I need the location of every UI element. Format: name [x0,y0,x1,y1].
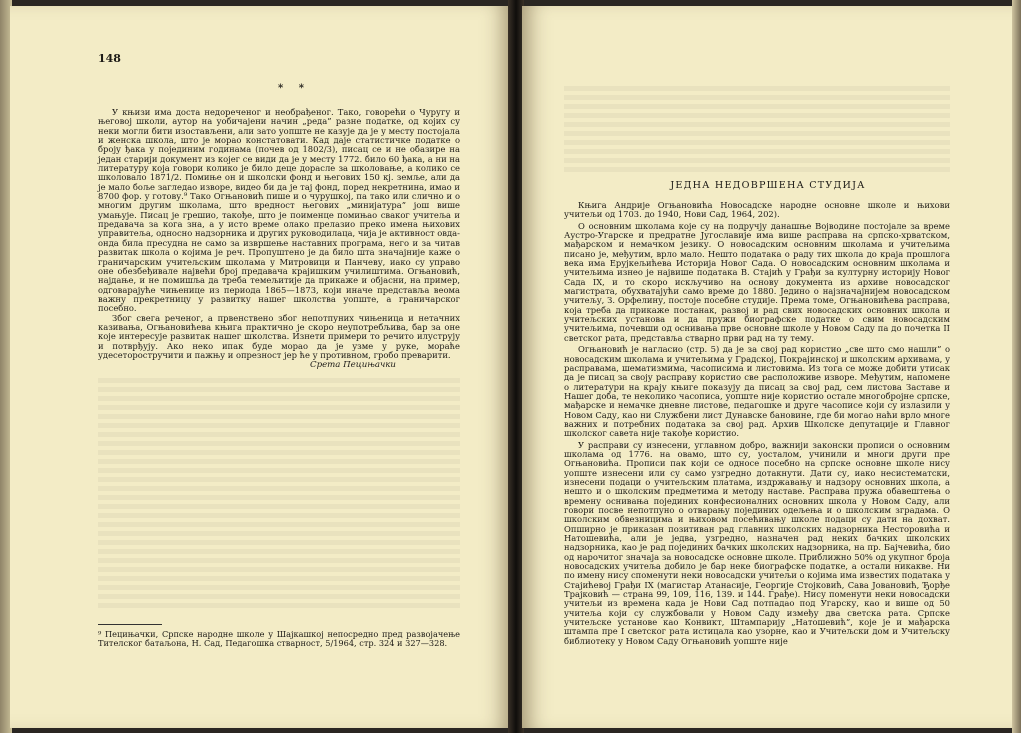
section-stars: * * [278,83,310,94]
left-page [10,6,510,728]
right-paragraph: Књига Андрије Огњановића Новосадске народне основне школе и њихови учитељи од 1703. до 1940, Нови Сад, 1964, 202). [564,200,950,220]
right-paragraph: О основним школама које су на подручју данашње Војводине постојале за време Аустро-Угарске и предратне Југославије има више расправа на српско-хрватском, мађарском и немачком језику. О новосадским основним школама и учитељима писано је, међутим, врло мало. Нешто података о раду тих школа до краја прошлога века има Ерујкељићева Историја Новог Сада. О новосадским основним школама и учитељима изнео је највише података В. Стајић у Грађи за културну историју Новог Сада IX, и то скоро искључиво на основу документа из архиве новосадског магистрата, обухватајући само време до 1880. Једино о најзначајнијем новосадском учитељу, З. Орфелину, постоје посебне студије. Према томе, Огњановићева расправа, која треба да прикаже постанак, развој и рад свих новосадских основних школа и учитељских установа и да пружи биографске податке о свим новосадским учитељима, почевши од оснивања прве основне школе у Новом Саду па до почетка II светског рата, представља стварно први рад на ту тему. [564,220,950,343]
footnote: ⁹ Пецињачки, Српске народне школе у Шајкашкој непосредно пред развојачење Тителског батаљона, Н. Сад, Педагошка стварност, 5/1964, стр. 324 и 327—328. [98,629,460,649]
bleed-through-text [564,86,950,176]
book-edge-right [1012,0,1021,733]
page-number: 148 [98,52,121,65]
right-paragraph: У расправи су изнесени, углавном добро, важнији законски прописи о основним школама од 1776. на овамо, што су, уосталом, учинили и многи други пре Огњановића. Прописи пак који се односе посебно на српске основне школе нису уопште изнесени или су само узгредно дотакнути. Дати су, иако несистематски, изнесени подаци о учитељским платама, издржавању и надзору основних школа, а нешто и о школским предметима и методу наставе. Расправа пружа обавештења о времену оснивања појединих конфесионалних основних школа у Новом Саду, али говори посве непотпуно о отварању појединих одељења и о школским зградама. О школским обвезницима и њиховом посећивању школе подаци су дати на дохват. Опширно је приказан позитиван рад главних школских надзорника Несторовића и Натошевића, али је једва, узгредно, назначен рад неких бачких школских надзорника, као је рад појединих бачких школских надзорника, на пр. Бајчевића, био од нарочитог значаја за новосадске основне школе. Приближно 50% од укупног броја новосадских учитеља добило је бар неке биографске податке, а остали никакве. Ни по имену нису споменути неки новосадски учитељи о којима има известих података у Стајићевој Грађи IX (магистар Атанасије, Георгије Стојковић, Сава Јовановић, Ђорђе Трајковић — страна 99, 109, 116, 139. и 144. Грађе). Нису поменути неки новосадски учитељи из времена када је Нови Сад потпадао под Угарску, као и више од 50 учитеља који су службовали у Новом Саду између два светска рата. Српске учитељске установе као Конвикт, Штампарију „Натошевић”, које је и мађарска штампа пре I светског рата истицала као узорне, као и Учитељски дом и Учитељску библиотеку у Новом Саду Огњановић уопште није [564,439,950,646]
left-paragraph: Због свега реченог, а првенствено због непотпуних чињеница и нетачних казивања, Огњановићева књига практично је скоро неупотребљива, бар за оне које интересује развитак нашег школства. Изнети примери то речито илуструју и потврђују. Ако неко ипак буде морао да је узме у руке, мораће удесеторостручити и пажњу и опрезност јер ће у противном, гробо преварити. [98,312,460,360]
right-body-text [564,201,950,646]
left-body-text [98,108,460,360]
article-title: ЈЕДНА НЕДОВРШЕНА СТУДИЈА [670,180,866,191]
bleed-through-text [98,378,460,608]
footnote-rule [98,624,162,625]
right-paragraph: Огњановић је нагласио (стр. 5) да је за свој рад користио „све што смо нашли” о новосадским школама и учитељима у Градској, Покрајинској и школским архивама, у расправама, шематизмима, часописима и листовима. Из тога се може добити утисак да је писац за своју расправу користио све расположиве изворе. Међутим, напомене о литератури на крају књиге показују да писац за свој рад, сем листова Заставе и Нашег доба, те неколико часописа, уопште није користио остале многобројне српске, мађарске и немачке дневне листове, педагошке и друге часописе који су излазили у Новом Саду, као ни Службени лист Дунавске бановине, где би могао наћи врло многе важних и потребних података за свој рад. Архив Школске депутације и Главног школског савета није такође користио. [564,344,950,439]
review-signature: Срета Пецињачки [310,360,396,370]
right-page [522,6,1014,728]
left-paragraph: У књизи има доста недореченог и необрађеног. Тако, говорећи о Чуругу и његовој школи, аутор на уобичајени начин „реда” разне податке, од којих су неки могли бити изостављени, али зато уопште не казује да је у месту постојала и женска школа, што је морао констатовати. Кад даје статистичке податке о броју ђака у појединим годинама (почев од 1802/3), писац се и не обазире на један старији документ из којег се види да је у месту 1772. било 60 ђака, а ни на литературу која говори колико је било деце дораслe за школовање, а колико се школовало 1871/2. Помиње он и школски фонд и његових 150 кј. земље, али да је мало боље загледао изворе, видео би да је тај фонд, поред некретнина, имао и 8700 фор. у готову.⁹ Тако Огњановић пише и о чурушкој, па тако или слично и о многим другим школама, што вредност његових „минијатура” још више умањује. Писац је грешио, такође, што је поименце помињао сваког учитеља и предавача за кога зна, а у исто време олако прелазио преко имена њихових управитеља, односно надзорника и других руководилаца, чија је активност овда-онда била пресудна не само за извршење наставних програма, него и за читав развитак школа о којима је реч. Пропуштено је да било шта значајније каже о граничарским учитељским школама у Митровици и Панчеву, иако су управо оне обезбеђивале највећи број предавача крајишким училиштима. Огњановић, најдање, и не помишља да треба темељитије да прикаже и објасни, на пример, одговарајуће чињенице из периода 1865—1873, који иначе представља веома важну прекретницу у развитку нашег школства уопште, а граничарског посебно. [98,107,460,314]
